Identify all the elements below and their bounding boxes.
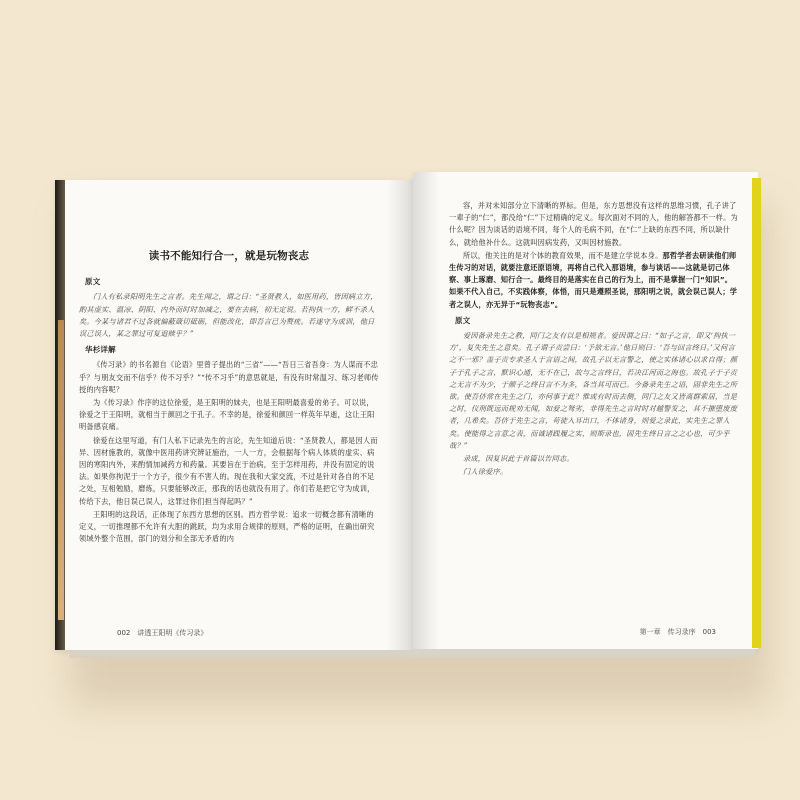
left-gutter-shade xyxy=(387,180,413,650)
original-text-block: 门人有私录阳明先生之言者。先生闻之，谓之曰：“圣贤教人，如医用药，皆因病立方，酌其虚实、温凉、阴阳、内外而时时加减之，要在去病，初无定说。若拘执一方，鲜不杀人矣。今某与诸君不过各就偏蔽箴切砥砺，但能改化，即吾言已为赘疣。若遂守为成训，他日误己误人，某之罪过可复追赎乎？” xyxy=(79,292,378,339)
closing-line: 门人徐爱序。 xyxy=(463,467,508,477)
plain-lead-text: 所以，他关注的是对个体的教育效果，而不是建立学说本身。 xyxy=(463,250,663,260)
left-page xyxy=(55,180,413,650)
section-heading-original: 原文 xyxy=(85,277,101,287)
left-page-footer: 002 讲透王阳明《传习录》 xyxy=(117,629,208,637)
right-gutter-shade xyxy=(413,172,439,649)
emphasis-paragraph xyxy=(449,250,739,311)
right-page-content xyxy=(449,200,739,479)
explain-paragraph: 为《传习录》作序的这位徐爱，是王阳明的妹夫，也是王阳明最喜爱的弟子。可以说，徐爱之于王阳明，就相当于颜回之于孔子。不幸的是，徐爱和颜回一样英年早逝，这让王阳明备感哀痛。 xyxy=(79,398,375,432)
right-page xyxy=(413,172,758,649)
bold-emphasis-text: 那哲学者去研读他们师生传习的对话，就要注意还原语境，再将自己代入那语境，参与谈话——这就是切己体察、事上琢磨、知行合一。最终目的是落实在自己的行为上，而不是掌握一门“知识”。如果不代入自己，不实践体察，体悟，而只是遵照圣说，那阳明之说，就会误己误人；学者之误人，亦无异于“玩物丧志”。 xyxy=(449,250,738,309)
yellow-cover-strip xyxy=(752,178,761,648)
left-page-content xyxy=(79,250,379,546)
explain-paragraph: 《传习录》的书名源自《论语》里曾子提出的“三省”——“吾日三省吾身：为人谋而不忠乎？与朋友交而不信乎？传不习乎？”“传不习乎”的意思就是，有没有时常温习、练习老师传授的内容呢？ xyxy=(79,360,379,394)
closing-line: 录成，因复识此于首篇以告同志。 xyxy=(463,454,574,464)
right-page-footer: 第一章 传习录序 003 xyxy=(639,628,716,636)
original-text-block-right: 爱因备录先生之教，同门之友有以是相规者。爱因谓之曰：“如子之言，即又‘拘执一方’，复失先生之意矣。孔子谓子贡尝曰：‘予欲无言。’他日则曰：‘吾与回言终日。’又何言之不一邪？盖子贡专求圣人于言语之间，故孔子以无言警之，使之实体诸心以求自得；颜子于孔子之言，默识心通，无不在己，故与之言终日，若决江河而之海也。故孔子于子贡之无言不为少，于颜子之终日言不为多，各当其可而已。今备录先生之语，固非先生之所欲。使吾侪常在先生之门，亦何事于此？惟或有时而去侧，同门之友又皆离群索居，当是之时，仪刑既远而规劝无闻，如爱之驽劣，非得先生之言时时对越警发之，其不摧堕废废者，几希矣。吾侪于先生之言，苟徒入耳出口，不体诸身，则爱之录此，实先生之罪人矣。使能得之言意之表，而诚诸践履之实，则斯录也，固先生终日言之之心也，可少乎哉？” xyxy=(449,331,738,450)
intro-paragraph: 容，并对未知部分立下清晰的界标。但是，东方思想没有这样的思维习惯，孔子讲了一辈子的“仁”，都没给“仁”下过精确的定义。每次面对不同的人，他的解答都不一样。为什么呢？因为谈话的语境不同，每个人的毛病不同，在“仁”上缺的东西不同，所以缺什么，就给他补什么。这就叫因病发药，又叫因材施教。 xyxy=(449,201,738,247)
chapter-title: 读书不能知行合一，就是玩物丧志 xyxy=(148,250,310,262)
section-heading-original-right: 原文 xyxy=(455,315,471,325)
section-heading-explain: 华杉详解 xyxy=(85,345,116,355)
explain-paragraph: 徐爱在这里写道，有门人私下记录先生的言论，先生知道后说：“圣贤教人，都是因人而异、因材施教的，就像中医用药讲究辨证施治，一人一方，会根据每个病人体质的虚实、病因的寒阳内外，来酌情加减药方和药量。其要旨在于治病，至于怎样用药，并没有固定的说法。如果你拘泥于一个方子，很少有不害人的。现在我和大家交流，不过是针对各自的不足之处，互相勉励，磨炼，只要能够改正，那我的话也就没有用了。你们若是把它守为成训，传给下去，他日误己误人，这罪过你们担当得起吗？” xyxy=(79,435,378,506)
cover-edge xyxy=(55,180,65,650)
explain-paragraph: 王阳明的这段话，正体现了东西方思想的区别。西方哲学说：追求一切概念都有清晰的定义，一切推理都不允许有大胆的跳跃，均为求用合规律的原则，严格的证明，在确出研究领域外整个范围，部门的划分和全部无矛盾的内 xyxy=(79,509,375,544)
